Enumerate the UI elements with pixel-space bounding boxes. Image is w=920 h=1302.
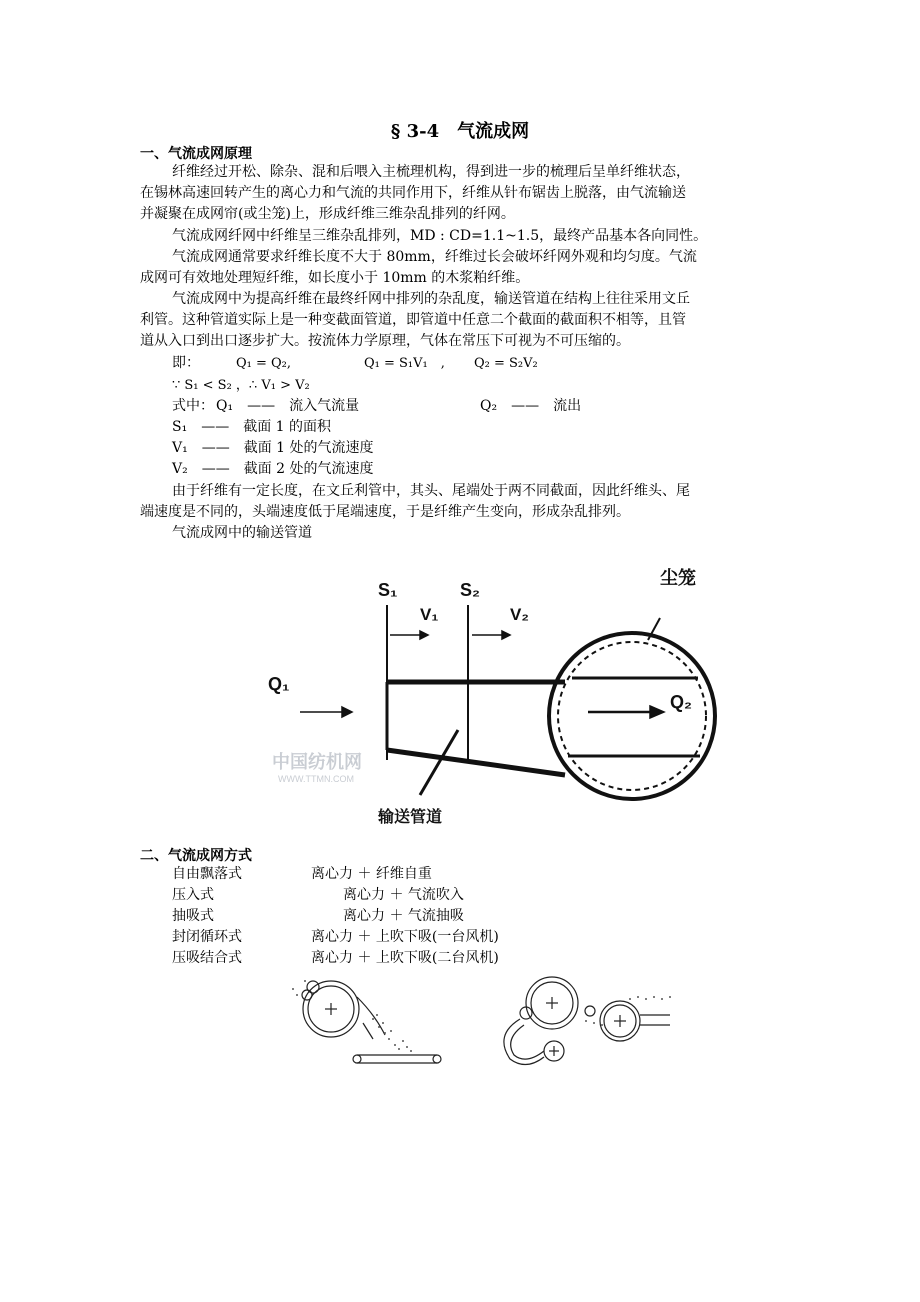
method-name: 抽吸式: [172, 908, 214, 924]
page-title: § 3-4 气流成网: [390, 121, 530, 142]
transport-pipe-diagram: [260, 560, 730, 832]
para4-line2: 利管。这种管道实际上是一种变截面管道，即管道中任意二个截面的截面积不相等，且管: [140, 312, 686, 328]
para5-line2: 端速度是不同的，头端速度低于尾端速度，于是纤维产生变向，形成杂乱排列。: [140, 504, 630, 520]
def-q1: Q₁ —— 流入气流量: [216, 398, 360, 414]
method-name: 自由飘落式: [172, 866, 242, 882]
para3-line2: 成网可有效地处理短纤维，如长度小于 10mm 的木浆粕纤维。: [140, 270, 530, 286]
free-fall-diagram: [285, 975, 455, 1075]
circulation-diagram: [490, 975, 680, 1075]
label-cage: 尘笼: [660, 568, 696, 588]
para2: 气流成网纤网中纤维呈三维杂乱排列，MD : CD=1.1~1.5，最终产品基本各向同性。: [172, 228, 708, 244]
equation-3: Q₂ = S₂V₂: [474, 356, 538, 371]
watermark-en: WWW.TTMN.COM: [278, 774, 354, 784]
def-v1: V₁ —— 截面 1 处的气流速度: [172, 440, 374, 456]
label-s2: S₂: [460, 580, 481, 600]
equation-2: Q₁ = S₁V₁ ,: [364, 356, 445, 371]
method-desc: 离心力 ＋ 气流抽吸: [343, 908, 464, 924]
method-desc: 离心力 ＋ 上吹下吸(一台风机): [311, 929, 499, 945]
para4-line3: 道从入口到出口逐步扩大。按流体力学原理，气体在常压下可视为不可压缩的。: [140, 333, 630, 349]
defs-prefix: 式中：: [172, 398, 214, 414]
label-s1: S₁: [378, 580, 398, 600]
method-name: 压入式: [172, 887, 214, 903]
para1-line3: 并凝聚在成网帘(或尘笼)上，形成纤维三维杂乱排列的纤网。: [140, 206, 515, 222]
equation-1: Q₁ = Q₂,: [236, 356, 292, 371]
para1-line2: 在锡林高速回转产生的离心力和气流的共同作用下，纤维从针布锯齿上脱落，由气流输送: [140, 185, 686, 201]
label-pipe: 输送管道: [378, 809, 443, 826]
label-q2: Q₂: [670, 692, 692, 712]
para6: 气流成网中的输送管道: [172, 525, 312, 541]
section2-heading: 二、气流成网方式: [140, 848, 252, 864]
method-desc: 离心力 ＋ 气流吹入: [343, 887, 464, 903]
method-desc: 离心力 ＋ 纤维自重: [311, 866, 432, 882]
because-line: ∵ S₁ < S₂ ，∴ V₁ > V₂: [172, 378, 310, 393]
para5-line1: 由于纤维有一定长度，在文丘利管中，其头、尾端处于两不同截面，因此纤维头、尾: [172, 483, 690, 499]
def-s1: S₁ —— 截面 1 的面积: [172, 419, 332, 435]
method-desc: 离心力 ＋ 上吹下吸(二台风机): [311, 950, 499, 966]
method-name: 封闭循环式: [172, 929, 242, 945]
equation-prefix: 即：: [172, 355, 200, 371]
watermark-cn: 中国纺机网: [272, 752, 362, 772]
para3-line1: 气流成网通常要求纤维长度不大于 80mm，纤维过长会破坏纤网外观和均匀度。气流: [172, 249, 697, 265]
def-v2: V₂ —— 截面 2 处的气流速度: [172, 461, 374, 477]
def-q2: Q₂ —— 流出: [480, 398, 582, 414]
label-v1: V₁: [420, 605, 439, 624]
section1-heading: 一、气流成网原理: [140, 146, 252, 162]
label-v2: V₂: [510, 605, 529, 624]
method-name: 压吸结合式: [172, 950, 242, 966]
para4-line1: 气流成网中为提高纤维在最终纤网中排列的杂乱度，输送管道在结构上往往采用文丘: [172, 291, 690, 307]
para1-line1: 纤维经过开松、除杂、混和后喂入主梳理机构，得到进一步的梳理后呈单纤维状态，: [172, 164, 690, 180]
label-q1: Q₁: [268, 674, 290, 694]
